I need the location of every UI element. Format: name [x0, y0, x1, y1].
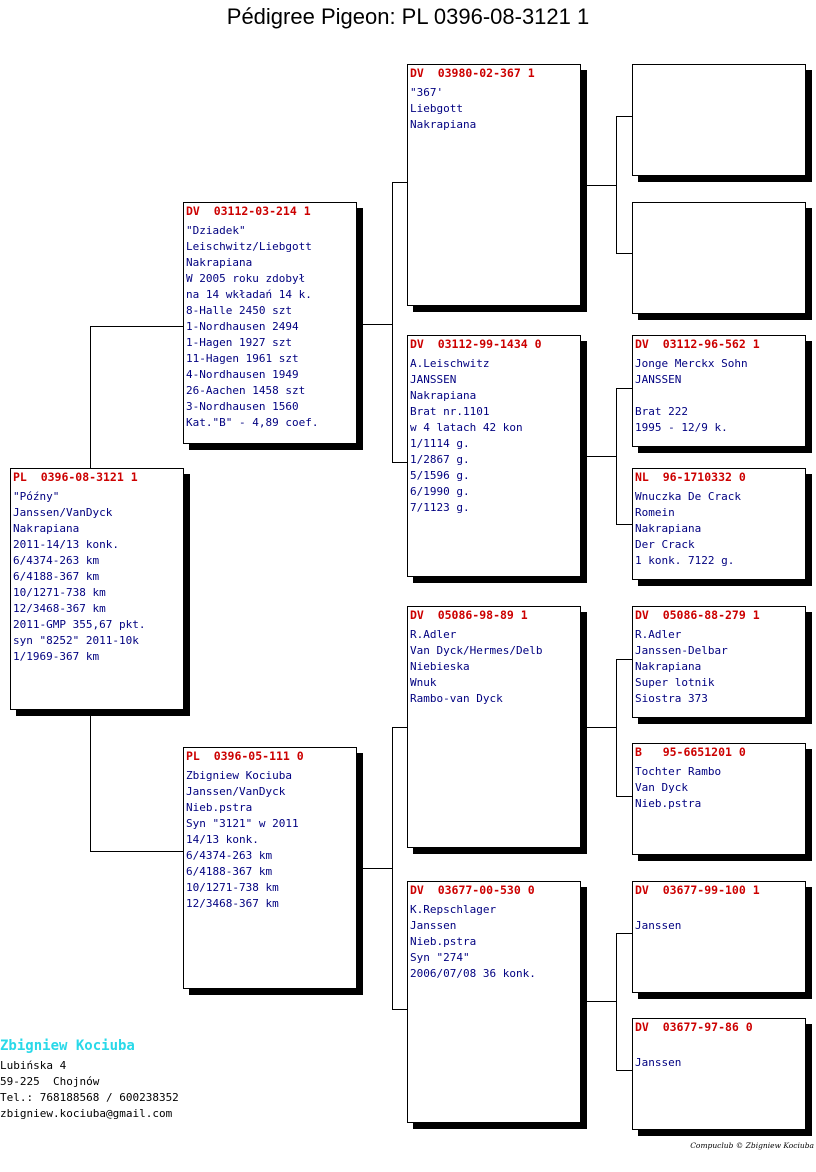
pigeon-info-line: 1-Hagen 1927 szt: [186, 336, 292, 349]
pigeon-info-line: 1-Nordhausen 2494: [186, 320, 299, 333]
pigeon-card-dam-sire[interactable]: [407, 606, 581, 848]
pigeon-info-line: 2011-GMP 355,67 pkt.: [13, 618, 146, 631]
connector-line: [580, 456, 616, 457]
pigeon-card-sire-dam[interactable]: [407, 335, 581, 577]
pigeon-info-line: 5/1596 g.: [410, 469, 470, 482]
connector-line: [616, 388, 632, 389]
connector-line: [357, 324, 392, 325]
pigeon-info-line: Janssen: [635, 1056, 682, 1069]
pigeon-info-line: 2011-14/13 konk.: [13, 538, 119, 551]
connector-line: [392, 1009, 408, 1010]
pigeon-info-line: Nakrapiana: [13, 522, 80, 535]
pigeon-info-line: [635, 1039, 803, 1055]
pigeon-info-line: Nakrapiana: [635, 522, 702, 535]
pigeon-info-line: Tochter Rambo: [635, 765, 722, 778]
pigeon-card-sire-sire[interactable]: [407, 64, 581, 306]
pigeon-info-line: Brat 222: [635, 405, 688, 418]
connector-line: [616, 253, 632, 254]
pigeon-info-line: Leischwitz/Liebgott: [186, 240, 312, 253]
pigeon-info-line: Van Dyck: [635, 781, 688, 794]
pigeon-info-line: 3-Nordhausen 1560: [186, 400, 299, 413]
connector-line: [616, 659, 632, 660]
connector-line: [616, 796, 632, 797]
connector-line: [392, 182, 408, 183]
pigeon-info-line: R.Adler: [635, 628, 682, 641]
pigeon-info-line: Wnuczka De Crack: [635, 490, 741, 503]
pigeon-info-line: Janssen/VanDyck: [13, 506, 113, 519]
pigeon-ring-number: DV 05086-88-279 1: [635, 608, 760, 622]
owner-name: Zbigniew Kociuba: [0, 1038, 135, 1054]
pigeon-info-line: Nieb.pstra: [186, 801, 253, 814]
pigeon-ring-number: DV 03677-97-86 0: [635, 1020, 753, 1034]
pigeon-info-line: [635, 388, 803, 404]
connector-line: [392, 727, 408, 728]
pigeon-info-line: 6/4374-263 km: [186, 849, 273, 862]
owner-address: Lubińska 4: [0, 1059, 67, 1072]
connector-line: [392, 462, 408, 463]
pigeon-info-line: Der Crack: [635, 538, 695, 551]
pigeon-info-line: 11-Hagen 1961 szt: [186, 352, 299, 365]
connector-line: [616, 933, 617, 1070]
pigeon-info-line: Janssen: [410, 919, 457, 932]
pigeon-info-line: 7/1123 g.: [410, 501, 470, 514]
pigeon-card-sire-sire-sire[interactable]: [632, 64, 806, 176]
pigeon-ring-number: DV 03112-96-562 1: [635, 337, 760, 351]
pigeon-info-line: 26-Aachen 1458 szt: [186, 384, 306, 397]
pigeon-info-line: Van Dyck/Hermes/Delb: [410, 644, 543, 657]
connector-line: [90, 326, 91, 468]
pigeon-card-subject[interactable]: [10, 468, 184, 710]
pigeon-info-line: Romein: [635, 506, 675, 519]
pigeon-info-line: JANSSEN: [410, 373, 457, 386]
connector-line: [357, 868, 392, 869]
pigeon-card-sire-dam-dam[interactable]: [632, 468, 806, 580]
pigeon-info-line: 1/1969-367 km: [13, 650, 100, 663]
pigeon-info-line: Janssen: [635, 919, 682, 932]
pigeon-ring-number: DV 03677-00-530 0: [410, 883, 535, 897]
pigeon-info-line: Siostra 373: [635, 692, 708, 705]
pigeon-info-line: 1/2867 g.: [410, 453, 470, 466]
pigeon-ring-number: B 95-6651201 0: [635, 745, 746, 759]
pigeon-info-line: Zbigniew Kociuba: [186, 769, 292, 782]
pigeon-info-line: Super lotnik: [635, 676, 715, 689]
software-credit: Compuclub © Zbigniew Kociuba: [690, 1141, 814, 1150]
connector-line: [392, 727, 393, 1009]
pigeon-info-line: syn "8252" 2011-10k: [13, 634, 139, 647]
pigeon-info-line: K.Repschlager: [410, 903, 497, 916]
pigeon-info-line: R.Adler: [410, 628, 457, 641]
connector-line: [616, 388, 617, 524]
pigeon-info-line: 12/3468-367 km: [13, 602, 106, 615]
pigeon-card-dam-sire-sire[interactable]: [632, 606, 806, 718]
connector-line: [616, 1070, 632, 1071]
pigeon-info-line: Syn "3121" w 2011: [186, 817, 299, 830]
connector-line: [392, 182, 393, 462]
pigeon-card-dam-dam-dam[interactable]: [632, 1018, 806, 1130]
pigeon-info-line: [635, 902, 803, 918]
pigeon-info-line: Nakrapiana: [410, 389, 477, 402]
pigeon-info-line: JANSSEN: [635, 373, 682, 386]
pigeon-card-dam-sire-dam[interactable]: [632, 743, 806, 855]
pigeon-info-line: Rambo-van Dyck: [410, 692, 503, 705]
connector-line: [616, 116, 632, 117]
pigeon-info-line: 10/1271-738 km: [13, 586, 106, 599]
pigeon-info-line: 14/13 konk.: [186, 833, 259, 846]
pigeon-info-line: 2006/07/08 36 konk.: [410, 967, 536, 980]
pigeon-card-sire-dam-sire[interactable]: [632, 335, 806, 447]
pigeon-info-line: Niebieska: [410, 660, 470, 673]
pigeon-info-line: Janssen-Delbar: [635, 644, 728, 657]
pigeon-info-line: Jonge Merckx Sohn: [635, 357, 748, 370]
pigeon-card-dam[interactable]: [183, 747, 357, 989]
pigeon-info-line: 12/3468-367 km: [186, 897, 279, 910]
pigeon-ring-number: DV 03112-03-214 1: [186, 204, 311, 218]
pigeon-info-line: 6/4188-367 km: [13, 570, 100, 583]
pigeon-info-line: Brat nr.1101: [410, 405, 490, 418]
pigeon-info-line: 8-Halle 2450 szt: [186, 304, 292, 317]
connector-line: [580, 1001, 616, 1002]
pigeon-info-line: Nieb.pstra: [635, 797, 702, 810]
pigeon-info-line: Syn "274": [410, 951, 470, 964]
pigeon-info-line: "Dziadek": [186, 224, 246, 237]
owner-info: [0, 1036, 179, 1122]
pigeon-info-line: Kat."B" - 4,89 coef.: [186, 416, 319, 429]
pigeon-ring-number: DV 03980-02-367 1: [410, 66, 535, 80]
owner-phone: Tel.: 768188568 / 600238352: [0, 1091, 179, 1104]
connector-line: [580, 727, 616, 728]
pigeon-info-line: Nieb.pstra: [410, 935, 477, 948]
connector-line: [90, 851, 184, 852]
pigeon-info-line: 4-Nordhausen 1949: [186, 368, 299, 381]
pigeon-card-sire-sire-dam[interactable]: [632, 202, 806, 314]
connector-line: [580, 185, 616, 186]
pigeon-card-dam-dam[interactable]: [407, 881, 581, 1123]
pigeon-info-line: Janssen/VanDyck: [186, 785, 286, 798]
pigeon-info-line: 6/4374-263 km: [13, 554, 100, 567]
pigeon-info-line: A.Leischwitz: [410, 357, 490, 370]
pigeon-ring-number: PL 0396-05-111 0: [186, 749, 304, 763]
pigeon-info-line: 1995 - 12/9 k.: [635, 421, 728, 434]
owner-email[interactable]: zbigniew.kociuba@gmail.com: [0, 1107, 173, 1120]
connector-line: [616, 524, 632, 525]
pigeon-info-line: w 4 latach 42 kon: [410, 421, 523, 434]
pigeon-info-line: Nakrapiana: [186, 256, 253, 269]
connector-line: [616, 933, 632, 934]
pigeon-card-dam-dam-sire[interactable]: [632, 881, 806, 993]
connector-line: [90, 710, 91, 851]
pigeon-info-line: Nakrapiana: [635, 660, 702, 673]
pigeon-info-line: 6/1990 g.: [410, 485, 470, 498]
connector-line: [616, 116, 617, 253]
pigeon-info-line: 6/4188-367 km: [186, 865, 273, 878]
connector-line: [616, 659, 617, 796]
page-title: Pédigree Pigeon: PL 0396-08-3121 1: [226, 4, 590, 29]
pigeon-info-line: 1 konk. 7122 g.: [635, 554, 735, 567]
pigeon-info-line: W 2005 roku zdobył: [186, 272, 306, 285]
pigeon-info-line: 1/1114 g.: [410, 437, 470, 450]
pigeon-card-sire[interactable]: [183, 202, 357, 444]
pigeon-ring-number: DV 03677-99-100 1: [635, 883, 760, 897]
pigeon-info-line: Wnuk: [410, 676, 437, 689]
pigeon-ring-number: PL 0396-08-3121 1: [13, 470, 138, 484]
pigeon-ring-number: DV 03112-99-1434 0: [410, 337, 542, 351]
pigeon-info-line: Liebgott: [410, 102, 463, 115]
pigeon-info-line: Nakrapiana: [410, 118, 477, 131]
pigeon-info-line: 10/1271-738 km: [186, 881, 279, 894]
pigeon-info-line: "Późny": [13, 490, 60, 503]
pigeon-info-line: "367': [410, 86, 444, 99]
pigeon-ring-number: NL 96-1710332 0: [635, 470, 746, 484]
owner-city: 59-225 Chojnów: [0, 1075, 100, 1088]
pigeon-ring-number: DV 05086-98-89 1: [410, 608, 528, 622]
connector-line: [90, 326, 184, 327]
pigeon-info-line: na 14 wkładań 14 k.: [186, 288, 312, 301]
